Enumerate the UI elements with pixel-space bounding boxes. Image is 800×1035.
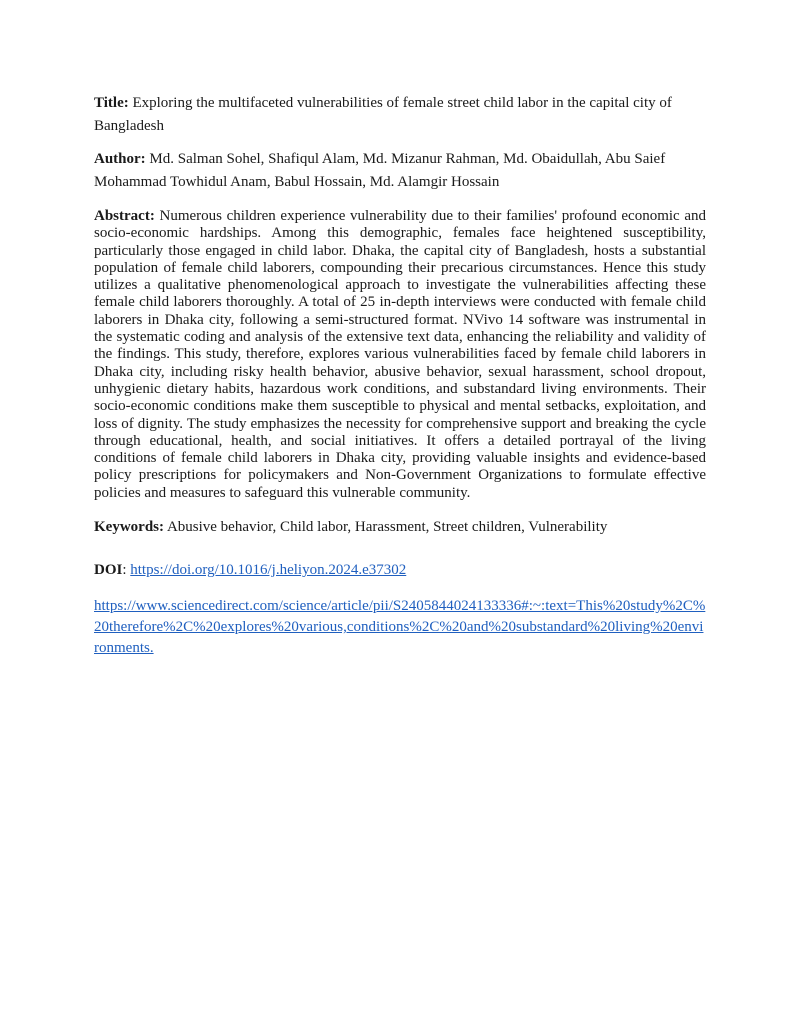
abstract-paragraph bbox=[94, 208, 706, 502]
doi-separator: : bbox=[122, 562, 127, 579]
doi-link[interactable]: https://doi.org/10.1016/j.heliyon.2024.e37302 bbox=[130, 562, 407, 579]
title-text: Exploring the multifaceted vulnerabilities of female street child labor in the capital city of Bangladesh bbox=[94, 95, 672, 134]
keywords-label: Keywords: bbox=[94, 519, 164, 536]
doi-label: DOI bbox=[94, 562, 123, 579]
doi-paragraph bbox=[94, 559, 706, 582]
author-label: Author: bbox=[94, 151, 146, 167]
abstract-text: Numerous children experience vulnerability due to their families' profound economic and socio-economic hardships. Among this demographic, females face heightened susceptibility, particularly those engaged in child labor. Dhaka, the capital city of Bangladesh, hosts a substantial population of female child laborers, compounding their precarious circumstances. Hence this study utilizes a qualitative phenomenological approach to investigate the vulnerabilities affecting these female child laborers thoroughly. A total of 25 in-depth interviews were conducted with female child laborers in Dhaka city, following a semi-structured format. NVivo 14 software was instrumental in the systematic coding and analysis of the extensive text data, enhancing the reliability and validity of the findings. This study, therefore, explores various vulnerabilities faced by female child laborers in Dhaka city, including risky health behavior, abusive behavior, sexual harassment, school dropout, unhygienic dietary habits, hazardous work conditions, and substandard living environments. Their socio-economic conditions make them susceptible to physical and mental setbacks, exploitation, and loss of dignity. The study emphasizes the necessity for comprehensive support and breaking the cycle through educational, health, and social initiatives. It offers a detailed portrayal of the living conditions of female child laborers in Dhaka city, providing valuable insights and evidence-based policy prescriptions for policymakers and Non-Government Organizations to formulate effective policies and measures to safeguard this vulnerable community. bbox=[94, 208, 707, 501]
title-paragraph bbox=[94, 92, 706, 138]
document-page bbox=[94, 92, 706, 659]
keywords-text: Abusive behavior, Child labor, Harassment, Street children, Vulnerability bbox=[166, 519, 608, 536]
title-label: Title: bbox=[94, 95, 129, 111]
author-paragraph bbox=[94, 148, 706, 194]
source-link[interactable]: https://www.sciencedirect.com/science/article/pii/S2405844024133336#:~:text=This%20study%2C%20therefore%2C%20explores%20various,conditions%2C%20and%20substandard%20living%20environments. bbox=[94, 598, 706, 657]
abstract-label: Abstract: bbox=[94, 208, 155, 224]
keywords-paragraph bbox=[94, 516, 706, 539]
author-text: Md. Salman Sohel, Shafiqul Alam, Md. Mizanur Rahman, Md. Obaidullah, Abu Saief Mohammad Towhidul Anam, Babul Hossain, Md. Alamgir Hossain bbox=[94, 151, 666, 190]
source-link-paragraph bbox=[94, 596, 706, 659]
